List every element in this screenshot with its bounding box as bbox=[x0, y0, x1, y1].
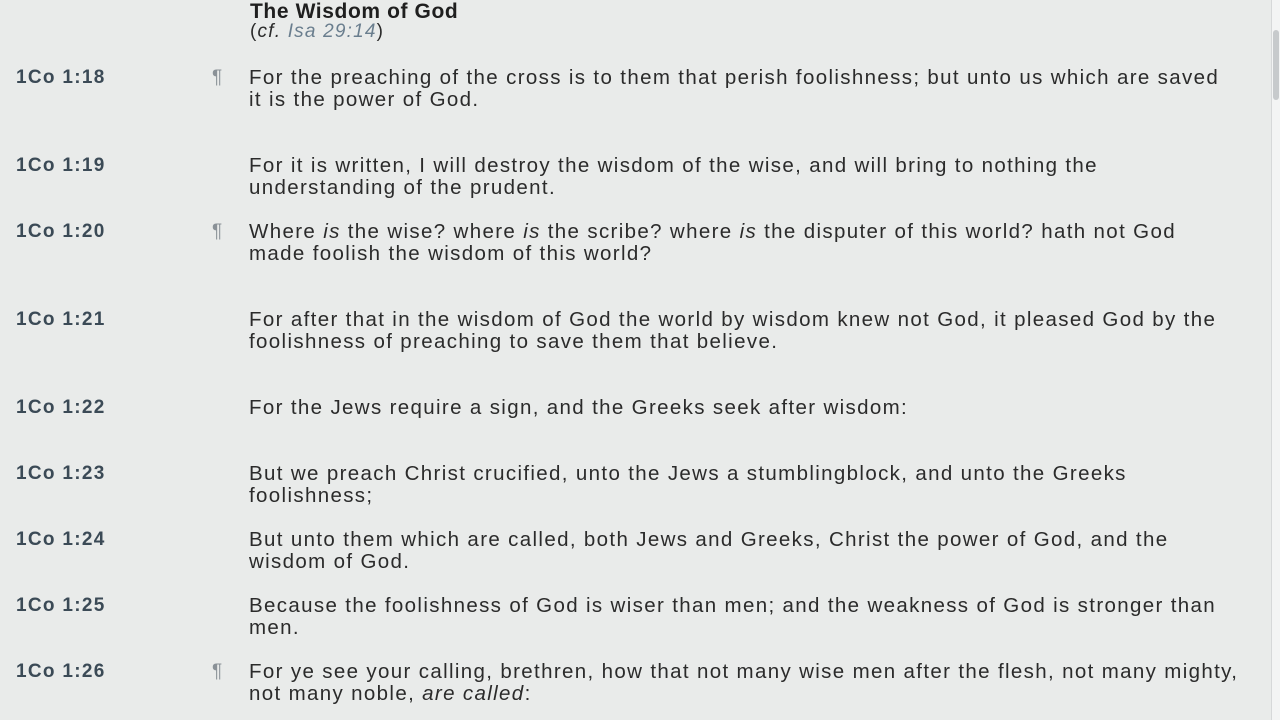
verse-text-italic: are called bbox=[422, 682, 525, 705]
verse-reference-link[interactable]: 1Co 1:24 bbox=[16, 529, 106, 550]
verse-text-segment: Because the foolishness of God is wiser than men; and the weakness of God is stronger than men. bbox=[249, 594, 1217, 639]
cross-reference-open-paren: ( bbox=[250, 21, 258, 42]
verse-text bbox=[249, 661, 1239, 705]
verse-text-segment: the wise? where bbox=[340, 220, 524, 243]
verse-text-segment: For the preaching of the cross is to them that perish foolishness; but unto us which are saved it is the power of God. bbox=[249, 66, 1220, 111]
verse-text-segment: Where bbox=[249, 220, 324, 243]
verse-text bbox=[249, 397, 1239, 419]
verse-text-segment: the disputer of this world? hath not God made foolish the wisdom of this world? bbox=[249, 220, 1176, 265]
verse-text-segment: For after that in the wisdom of God the world by wisdom knew not God, it pleased God by the foolishness of preaching to save them that believe. bbox=[249, 308, 1217, 353]
verse-text-italic: is bbox=[739, 220, 758, 243]
verse-reference-link[interactable]: 1Co 1:21 bbox=[16, 309, 106, 330]
cross-reference-cf: cf. bbox=[257, 21, 282, 42]
verse-text-segment: For it is written, I will destroy the wisdom of the wise, and will bring to nothing the understanding of the prudent. bbox=[249, 154, 1098, 199]
paragraph-mark-icon: ¶ bbox=[212, 67, 223, 88]
section-heading: The Wisdom of God bbox=[250, 0, 459, 23]
verse-text bbox=[249, 529, 1239, 573]
cross-reference-close-paren: ) bbox=[376, 21, 385, 42]
scrollbar-thumb[interactable] bbox=[1273, 30, 1279, 100]
verse-reference-link[interactable]: 1Co 1:23 bbox=[16, 463, 106, 484]
verse-text-italic: is bbox=[323, 220, 341, 243]
verse-reference-link[interactable]: 1Co 1:25 bbox=[16, 595, 106, 616]
verse-text bbox=[249, 309, 1239, 353]
vertical-scrollbar[interactable] bbox=[1271, 0, 1280, 720]
verse-reference-link[interactable]: 1Co 1:26 bbox=[16, 661, 106, 682]
verse-text bbox=[249, 463, 1239, 507]
paragraph-mark-icon: ¶ bbox=[212, 221, 223, 242]
verse-text-segment: : bbox=[524, 682, 532, 705]
verse-text bbox=[249, 221, 1239, 265]
verse-reference-link[interactable]: 1Co 1:22 bbox=[16, 397, 106, 418]
verse-text-segment: For the Jews require a sign, and the Greeks seek after wisdom: bbox=[249, 396, 909, 419]
verse-text-segment: the scribe? where bbox=[540, 220, 740, 243]
verse-text bbox=[249, 67, 1239, 111]
paragraph-mark-icon: ¶ bbox=[212, 661, 223, 682]
verse-text bbox=[249, 595, 1239, 639]
verse-reference-link[interactable]: 1Co 1:19 bbox=[16, 155, 106, 176]
verse-text-segment: But we preach Christ crucified, unto the Jews a stumblingblock, and unto the Greeks foolishness; bbox=[249, 462, 1127, 507]
verse-text-segment: But unto them which are called, both Jews and Greeks, Christ the power of God, and the wisdom of God. bbox=[249, 528, 1169, 573]
verse-text bbox=[249, 155, 1239, 199]
verse-reference-link[interactable]: 1Co 1:20 bbox=[16, 221, 106, 242]
cross-reference-link[interactable]: Isa 29:14 bbox=[287, 21, 377, 42]
verse-text-italic: is bbox=[523, 220, 541, 243]
verse-text-segment: For ye see your calling, brethren, how that not many wise men after the flesh, not many mighty, not many noble, bbox=[249, 660, 1239, 705]
cross-reference bbox=[250, 21, 384, 43]
verse-reference-link[interactable]: 1Co 1:18 bbox=[16, 67, 106, 88]
